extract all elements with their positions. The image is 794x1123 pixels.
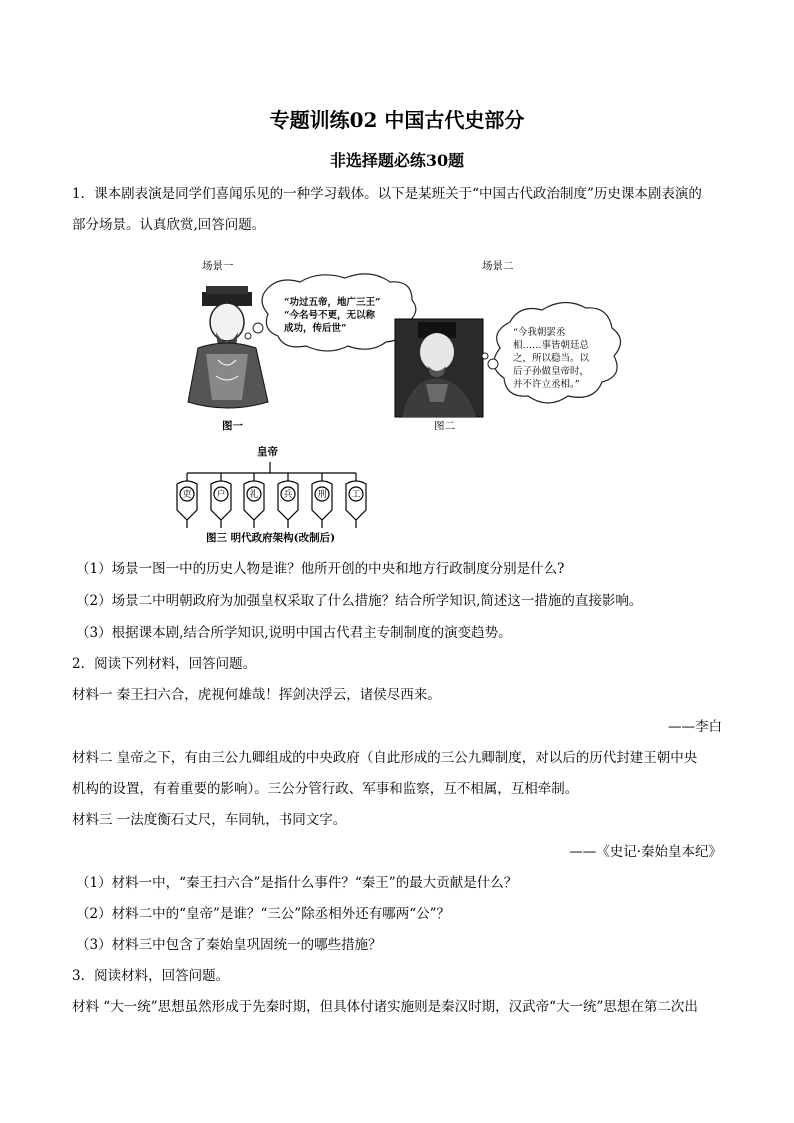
q1-sub2: （2）场景二中明朝政府为加强皇权采取了什么措施？结合所学知识,简述这一措施的直接影响。 bbox=[76, 593, 643, 609]
q2-material3-source: ——《史记·秦始皇本纪》 bbox=[569, 844, 722, 860]
q2-sub3: （3）材料三中包含了秦始皇巩固统一的哪些措施？ bbox=[76, 937, 382, 953]
q2-material2-line1: 材料二 皇帝之下，有由三公九卿组成的中央政府（自此形成的三公九卿制度，对以后的历代封建王朝中央 bbox=[72, 750, 698, 766]
ming-org-chart bbox=[187, 462, 356, 481]
q2-intro: 2．阅读下列材料，回答问题。 bbox=[72, 656, 257, 672]
page-subtitle: 非选择题必练30题 bbox=[329, 151, 465, 170]
q1-sub1: （1）场景一图一中的历史人物是谁？他所开创的中央和地方行政制度分别是什么? bbox=[76, 561, 565, 577]
q2-material2-line2: 机构的设置，有着重要的影响）。三公分管行政、军事和监察，互不相属，互相牵制。 bbox=[72, 781, 579, 797]
fig2-caption: 图二 bbox=[434, 420, 455, 432]
page-title: 专题训练02 中国古代史部分 bbox=[269, 108, 525, 132]
department-markers bbox=[177, 481, 366, 528]
q1-sub3: （3）根据课本剧,结合所学知识,说明中国古代君主专制制度的演变趋势。 bbox=[76, 625, 512, 641]
q1-intro-line2: 部分场景。认真欣赏,回答问题。 bbox=[72, 217, 266, 233]
figure-drawing bbox=[150, 252, 650, 544]
q2-material1-source: ——李白 bbox=[668, 719, 722, 735]
dept-label: 刑 bbox=[317, 490, 327, 500]
emperor-portrait-icon bbox=[188, 286, 268, 408]
q3-material-line1: 材料 “大一统”思想虽然形成于先秦时期，但具体付诸实施则是秦汉时期，汉武帝“大一统”思想在第二次出 bbox=[72, 999, 698, 1015]
q1-figure bbox=[150, 252, 650, 544]
ming-emperor-portrait-icon bbox=[395, 319, 483, 417]
q2-sub2: （2）材料二中的“皇帝”是谁？“三公”除丞相外还有哪两“公”？ bbox=[76, 906, 450, 922]
bubble1-text: “功过五帝，地广三王” “今名号不更，无以称 成功，传后世” bbox=[284, 297, 381, 334]
q1-intro-line1: 1．课本剧表演是同学们喜闻乐见的一种学习载体。以下是某班关于“中国古代政治制度”历史课本剧表演的 bbox=[72, 186, 702, 202]
fig3-caption: 图三 明代政府架构(改制后) bbox=[206, 532, 336, 544]
dept-label: 兵 bbox=[283, 490, 293, 500]
bubble2-text: “今我朝罢丞 相……事皆朝廷总 之，所以稳当。以 后子孙做皇帝时， 并不许立丞相。” bbox=[513, 327, 590, 390]
emperor-label: 皇帝 bbox=[257, 446, 278, 458]
dept-label: 工 bbox=[351, 490, 361, 500]
q2-material1: 材料一 秦王扫六合，虎视何雄哉！挥剑决浮云，诸侯尽西来。 bbox=[72, 687, 441, 703]
q3-intro: 3．阅读材料，回答问题。 bbox=[72, 968, 230, 984]
dept-label: 户 bbox=[216, 490, 226, 500]
q2-sub1: （1）材料一中，“秦王扫六合”是指什么事件？“秦王”的最大贡献是什么？ bbox=[76, 875, 518, 891]
scene1-label: 场景一 bbox=[202, 260, 234, 272]
fig1-caption: 图一 bbox=[222, 420, 243, 432]
q2-material3: 材料三 一法度衡石丈尺，车同轨，书同文字。 bbox=[72, 812, 347, 828]
scene2-label: 场景二 bbox=[482, 260, 514, 272]
dept-label: 吏 bbox=[182, 490, 192, 500]
dept-label: 礼 bbox=[249, 490, 259, 500]
